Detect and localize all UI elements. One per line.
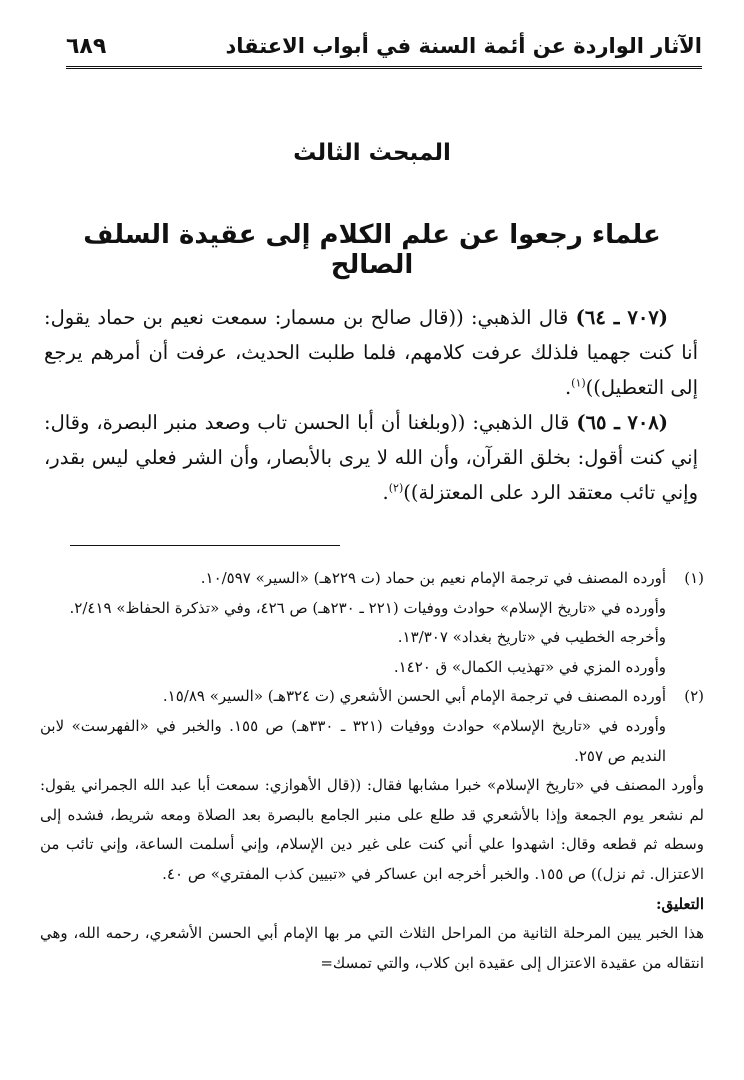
footnote-line: وأورده في «تاريخ الإسلام» حوادث ووفيات (٣٢١ ـ ٣٣٠هـ) ص ١٥٥. والخبر في «الفهرست» لابن النديم ص ٢٥٧. bbox=[40, 716, 667, 765]
entry-number: (٧٠٧ ـ ٦٤) bbox=[575, 306, 668, 329]
footnotes bbox=[40, 564, 704, 978]
footnote-line: أورده المصنف في ترجمة الإمام نعيم بن حماد (ت ٢٢٩هـ) «السير» ١٠/٥٩٧. bbox=[200, 569, 666, 587]
narration-entry bbox=[44, 300, 698, 405]
footnote-marker: (١) bbox=[684, 569, 704, 587]
end-mark: . bbox=[382, 481, 389, 504]
running-title: الآثار الواردة عن أئمة السنة في أبواب الاعتقاد bbox=[225, 34, 702, 58]
footnote-line: أورده المصنف في ترجمة الإمام أبي الحسن الأشعري (ت ٣٢٤هـ) «السير» ١٥/٨٩. bbox=[162, 687, 666, 706]
footnote-marker: (٢) bbox=[684, 687, 704, 706]
chapter-title: علماء رجعوا عن علم الكلام إلى عقيدة السلف الصالح bbox=[83, 220, 661, 280]
footnote-ref: (٢) bbox=[388, 481, 404, 495]
comment-label: التعليق: bbox=[655, 894, 704, 913]
comment-text: هذا الخبر يبين المرحلة الثانية من المراحل الثلاث التي مر بها الإمام أبي الحسن الأشعري، رحمه الله، وهي انتقاله من عقيدة الاعتزال إلى عقيدة ابن كلاب، والتي تمسك= bbox=[40, 924, 704, 972]
footnote-2 bbox=[40, 682, 704, 771]
end-mark: . bbox=[564, 376, 572, 399]
footnote-line: وأورده في «تاريخ الإسلام» حوادث ووفيات (٢٢١ ـ ٢٣٠هـ) ص ٤٢٦، وفي «تذكرة الحفاظ» ٢/٤١٩. bbox=[69, 598, 666, 617]
footnote-2-continuation bbox=[40, 771, 704, 978]
entry-number: (٧٠٨ ـ ٦٥) bbox=[576, 411, 669, 434]
running-header bbox=[66, 26, 702, 69]
body-text bbox=[44, 300, 698, 510]
section-label: المبحث الثالث bbox=[293, 140, 451, 166]
footnote-ref: (١) bbox=[571, 376, 586, 390]
footnote-divider bbox=[70, 545, 340, 546]
footnote-line: وأورده المزي في «تهذيب الكمال» ق ١٤٢٠. bbox=[393, 657, 666, 676]
narration-entry bbox=[44, 405, 698, 510]
footnote-paragraph: وأورد المصنف في «تاريخ الإسلام» خبرا مشابها فقال: ((قال الأهوازي: سمعت أبا عبد الله الجمراني يقول: لم نشعر يوم الجمعة وإذا بالأشعري قد طلع على منبر الجامع بالبصرة بعد الصلاة ومعه شريط، فشده إلى وسطه ثم قطعه وقال: اشهدوا علي أني كنت على غير دين الإسلام، وإني أسلمت الساعة، وإني تائب من الاعتزال. ثم نزل)) ص ١٥٥. والخبر أخرجه ابن عساكر في «تبيين كذب المفتري» ص ٤٠. bbox=[40, 776, 704, 883]
entry-text: قال الذهبي: ((وبلغنا أن أبا الحسن تاب وصعد منبر البصرة، وقال: إني كنت أقول: بخلق القرآن، وأن الله لا يرى بالأبصار، وأن الشر فعلي ليس بقدر، وإني تائب معتقد الرد على المعتزلة)) bbox=[44, 411, 698, 504]
footnote-line: وأخرجه الخطيب في «تاريخ بغداد» ١٣/٣٠٧. bbox=[397, 628, 666, 647]
page-number: ٦٨٩ bbox=[66, 33, 107, 59]
entry-text: قال الذهبي: ((قال صالح بن مسمار: سمعت نعيم بن حماد يقول: أنا كنت جهميا فلذلك عرفت كلامهم، فلما طلبت الحديث، عرفت أن أمرهم يرجع إلى التعطيل)) bbox=[44, 306, 698, 399]
footnote-1 bbox=[40, 564, 704, 682]
